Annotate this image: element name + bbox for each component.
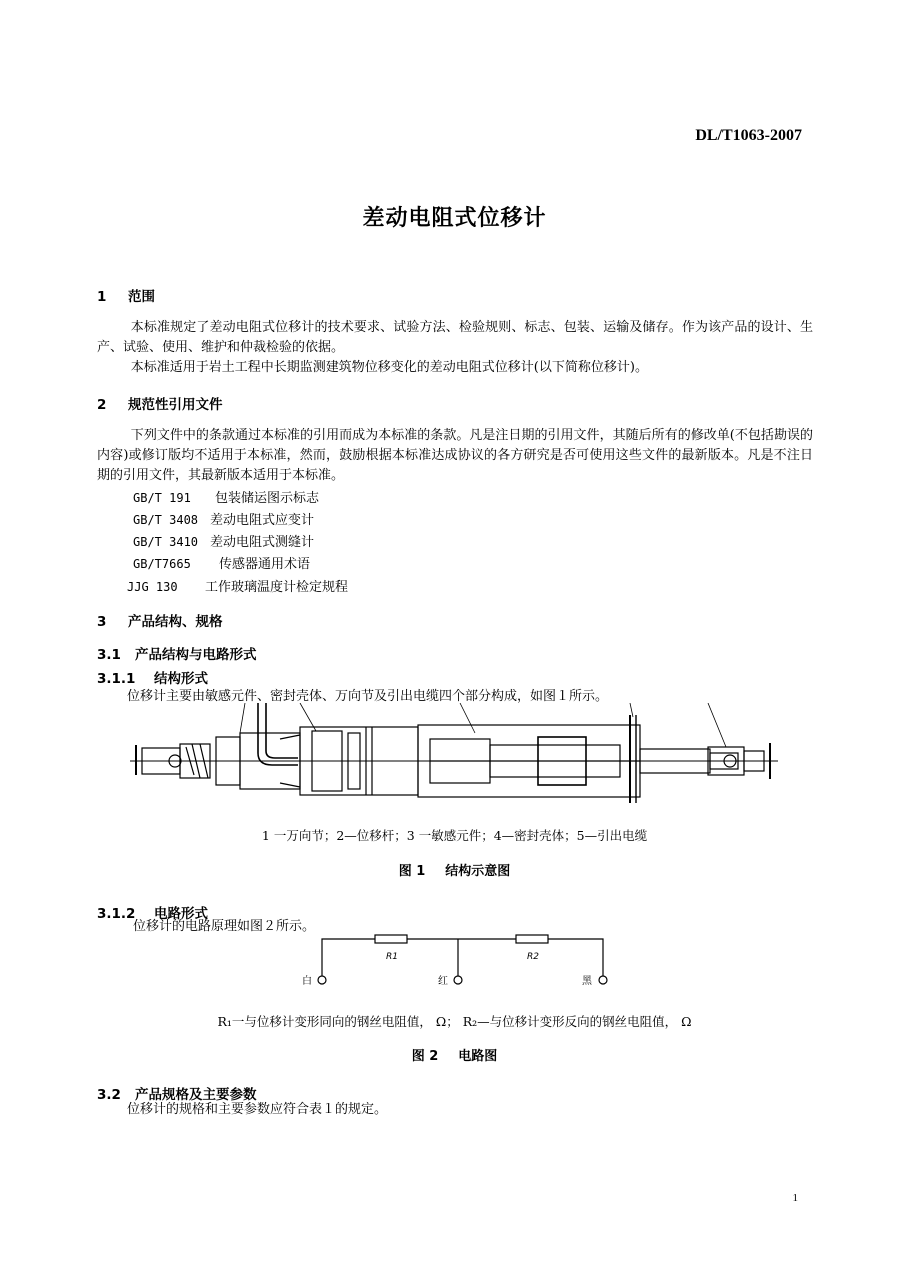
section-3-1-2-title: 电路形式 bbox=[154, 906, 208, 922]
section-3-1-heading bbox=[97, 643, 257, 663]
section-3-number: 3 bbox=[97, 614, 107, 630]
section-3-1-2-number: 3.1.2 bbox=[97, 906, 136, 922]
figure-2-title: 电路图 bbox=[458, 1049, 498, 1064]
section-3-heading bbox=[97, 610, 223, 630]
white-terminal-label: 白 bbox=[302, 976, 312, 987]
reference-item bbox=[127, 576, 348, 595]
section-2-title: 规范性引用文件 bbox=[128, 397, 223, 413]
reference-name: 工作玻璃温度计检定规程 bbox=[205, 580, 349, 595]
reference-name: 差动电阻式应变计 bbox=[210, 513, 315, 528]
reference-code: GB/T7665 bbox=[133, 557, 191, 571]
section-3-1-1-title: 结构形式 bbox=[154, 671, 208, 687]
red-terminal-label: 红 bbox=[438, 976, 448, 987]
document-title: 差动电阻式位移计 bbox=[362, 206, 547, 231]
structure-diagram bbox=[130, 703, 780, 803]
page-number: 1 bbox=[792, 1192, 798, 1204]
section-1-paragraph-2: 本标准适用于岩土工程中长期监测建筑物位移变化的差动电阻式位移计(以下简称位移计)。 bbox=[130, 360, 648, 375]
section-1-paragraph-1: 本标准规定了差动电阻式位移计的技术要求、试验方法、检验规则、标志、包装、运输及储存。作为该产品的设计、生产、试验、使用、维护和仲裁检验的依据。 bbox=[97, 320, 813, 355]
reference-name: 包装储运图示标志 bbox=[215, 491, 320, 506]
circuit-diagram bbox=[290, 926, 630, 998]
r2-label: R2 bbox=[527, 952, 539, 962]
figure-2-caption bbox=[0, 1045, 909, 1064]
section-3-1-1-heading bbox=[97, 667, 208, 687]
figure-2-number: 图 2 bbox=[411, 1049, 439, 1064]
section-3-1-1-number: 3.1.1 bbox=[97, 671, 136, 687]
section-3-1-2-text: 位移计的电路原理如图２所示。 bbox=[133, 919, 316, 934]
reference-item bbox=[133, 553, 310, 572]
r1-label: R1 bbox=[386, 952, 398, 962]
section-3-2-title: 产品规格及主要参数 bbox=[135, 1087, 257, 1103]
reference-name: 差动电阻式测缝计 bbox=[210, 535, 315, 550]
reference-item bbox=[133, 531, 314, 550]
reference-item bbox=[133, 487, 319, 506]
section-3-1-1-text: 位移计主要由敏感元件、密封壳体、万向节及引出电缆四个部分构成，如图１所示。 bbox=[127, 689, 609, 704]
section-3-1-title: 产品结构与电路形式 bbox=[135, 647, 257, 663]
section-3-1-number: 3.1 bbox=[97, 647, 121, 663]
figure-1-legend: 1 一万向节；2—位移杆；3 一敏感元件；4—密封壳体；5—引出电缆 bbox=[261, 828, 648, 843]
section-3-2-text: 位移计的规格和主要参数应符合表１的规定。 bbox=[127, 1102, 388, 1117]
figure-2-legend: R₁一与位移计变形同向的钢丝电阻值， Ω； R₂—与位移计变形反向的钢丝电阻值， Ω bbox=[217, 1014, 692, 1029]
reference-code: GB/T 191 bbox=[133, 491, 191, 505]
standard-number: DL/T1063-2007 bbox=[695, 127, 802, 144]
section-3-title: 产品结构、规格 bbox=[128, 614, 223, 630]
section-1-title: 范围 bbox=[128, 289, 155, 305]
black-terminal-label: 黑 bbox=[582, 976, 592, 987]
reference-code: JJG 130 bbox=[127, 580, 178, 594]
section-1-number: 1 bbox=[97, 289, 107, 305]
figure-1-title: 结构示意图 bbox=[445, 864, 511, 879]
reference-item bbox=[133, 509, 314, 528]
section-2-heading bbox=[97, 393, 223, 413]
section-1-heading bbox=[97, 285, 155, 305]
reference-name: 传感器通用术语 bbox=[219, 557, 311, 572]
reference-code: GB/T 3408 bbox=[133, 513, 199, 527]
section-2-paragraph: 下列文件中的条款通过本标准的引用而成为本标准的条款。凡是注日期的引用文件，其随后所有的修改单(不包括勘误的内容)或修订版均不适用于本标准，然而，鼓励根据本标准达成协议的各方研究是否可使用这些文件的最新版本。凡是不注日期的引用文件，其最新版本适用于本标准。 bbox=[97, 428, 813, 483]
figure-1-caption bbox=[0, 860, 909, 879]
reference-code: GB/T 3410 bbox=[133, 535, 199, 549]
section-2-number: 2 bbox=[97, 397, 107, 413]
figure-1-number: 图 1 bbox=[398, 864, 426, 879]
section-3-2-number: 3.2 bbox=[97, 1087, 121, 1103]
